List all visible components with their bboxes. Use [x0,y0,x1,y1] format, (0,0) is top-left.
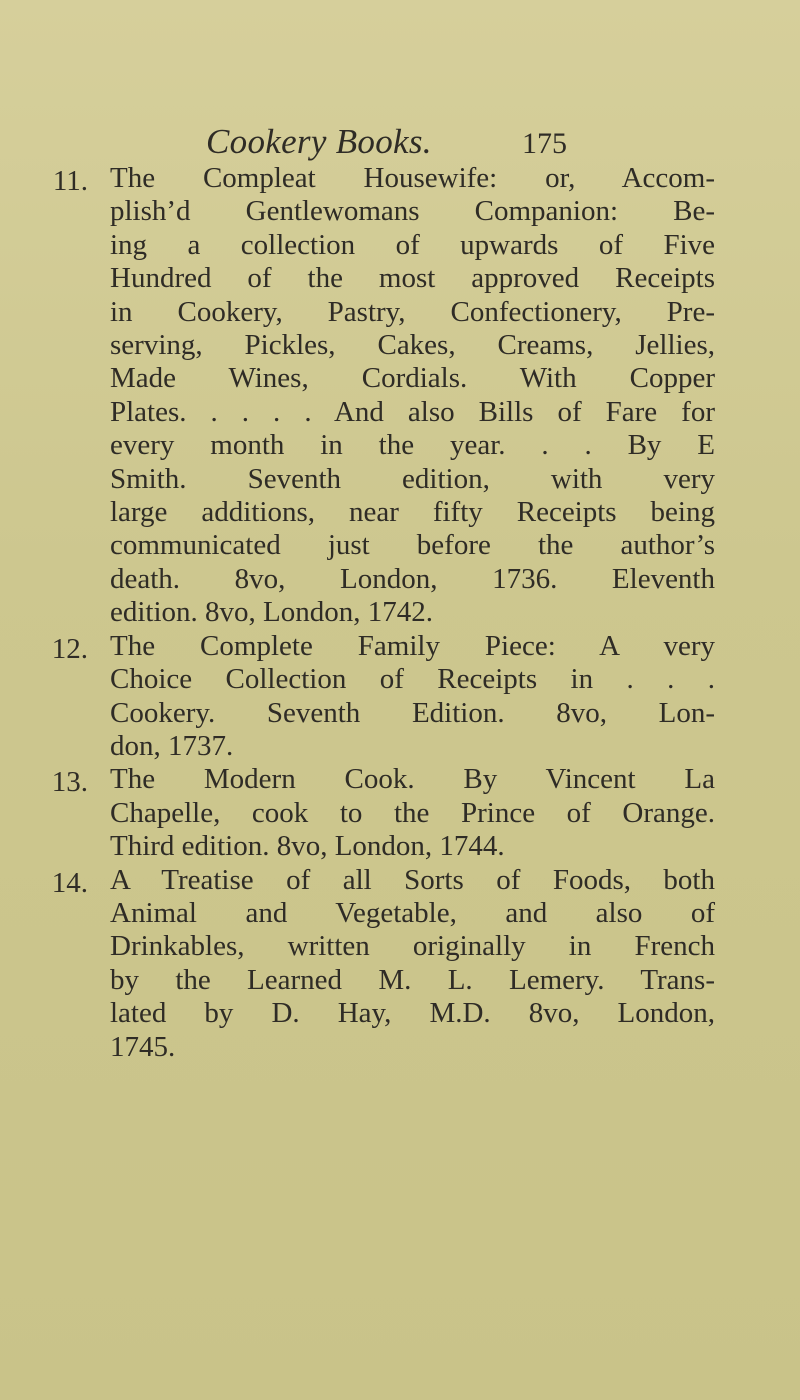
entry-line: Made Wines, Cordials. With Copper [110,362,715,395]
entry-line: The Complete Family Piece: A very [110,629,715,662]
entry-line: A Treatise of all Sorts of Foods, both [110,863,715,896]
entry-line: every month in the year. . . By E [110,429,715,462]
entry-line: Cookery. Seventh Edition. 8vo, Lon- [110,696,715,729]
bibliography-list [0,162,800,1064]
running-title: Cookery Books. [206,122,432,161]
bibliography-entry-14 [51,863,715,1064]
bibliography-entry-12 [51,629,715,764]
entry-line: Third edition. 8vo, London, 1744. [110,830,505,863]
page-number: 175 [522,127,567,160]
entry-line: communicated just before the author’s [110,529,715,562]
entry-line: Chapelle, cook to the Prince of Orange. [110,796,715,829]
entry-line: lated by D. Hay, M.D. 8vo, London, [110,997,715,1030]
entry-line: don, 1737. [110,729,234,762]
entry-line: The Modern Cook. By Vincent La [110,763,715,796]
entry-line: in Cookery, Pastry, Confectionery, Pre- [110,295,715,328]
entry-line: edition. 8vo, London, 1742. [110,596,434,629]
entry-text [110,763,715,863]
bibliography-entry-11 [52,162,715,630]
entry-text [110,630,715,764]
entry-line: plish’d Gentlewomans Companion: Be- [110,195,715,228]
entry-line: death. 8vo, London, 1736. Eleventh [110,562,715,595]
entry-line: 1745. [110,1030,176,1063]
entry-number: 12. [51,632,88,665]
entry-line: by the Learned M. L. Lemery. Trans- [110,963,715,996]
entry-line: Animal and Vegetable, and also of [110,896,715,929]
entry-line: Hundred of the most approved Receipts [110,262,715,295]
entry-line: Choice Collection of Receipts in . . . [110,663,715,696]
entry-line: serving, Pickles, Cakes, Creams, Jellies, [110,329,715,362]
running-head [206,118,586,166]
entry-number: 13. [51,766,88,799]
entry-text [110,162,715,630]
entry-line: Plates. . . . . And also Bills of Fare for [110,395,715,428]
entry-line: The Compleat Housewife: or, Accom- [110,162,715,194]
entry-text [110,864,715,1064]
entry-number: 14. [51,866,88,899]
entry-line: Drinkables, written originally in French [110,930,715,963]
bibliography-entry-13 [51,763,715,863]
entry-number: 11. [52,165,88,197]
entry-line: large additions, near fifty Receipts being [110,496,715,529]
entry-line: ing a collection of upwards of Five [110,228,715,261]
entry-line: Smith. Seventh edition, with very [110,462,715,495]
